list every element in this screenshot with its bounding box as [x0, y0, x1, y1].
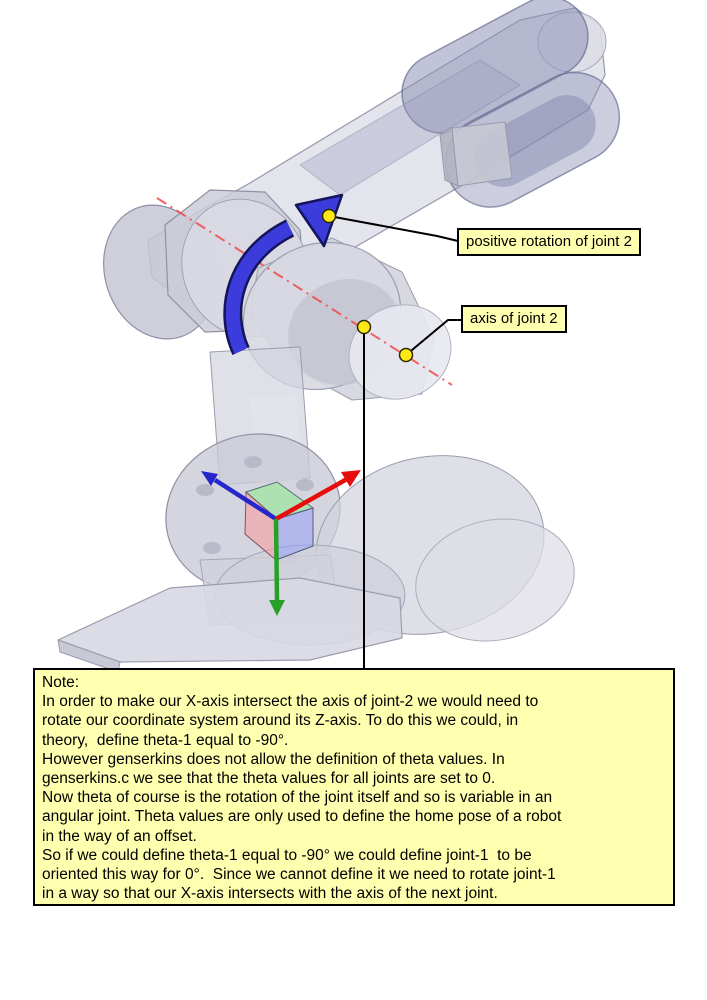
- note-line: In order to make our X-axis intersect the axis of joint-2 we would need to: [42, 693, 539, 711]
- frame-y-axis: [276, 519, 277, 601]
- note-line: theory, define theta-1 equal to -90°.: [42, 731, 289, 749]
- note-line: oriented this way for 0°. Since we cannot define it we need to rotate joint-1: [42, 866, 556, 884]
- disk-hole: [196, 484, 214, 496]
- note-line: rotate our coordinate system around its Z-axis. To do this we could, in: [42, 712, 519, 730]
- disk-hole: [244, 456, 262, 468]
- label-axis-of-joint2: axis of joint 2: [461, 305, 567, 333]
- note-line: in a way so that our X-axis intersects with the axis of the next joint.: [42, 885, 498, 903]
- marker-dot-axis-upper-icon: [358, 321, 371, 334]
- note-line: Note:: [42, 674, 80, 691]
- base-plate: [58, 578, 402, 662]
- disk-hole: [203, 542, 221, 554]
- label-positive-rotation: positive rotation of joint 2: [457, 228, 641, 256]
- marker-dot-axis-lower-icon: [400, 349, 413, 362]
- marker-dot-rotation-icon: [323, 210, 336, 223]
- disk-hole: [296, 479, 314, 491]
- note-line: So if we could define theta-1 equal to -90° we could define joint-1 to be: [42, 846, 532, 864]
- note-box: [33, 668, 675, 906]
- note-line: However genserkins does not allow the definition of theta values. In: [42, 750, 505, 768]
- arm-block: [452, 122, 512, 186]
- note-line: Now theta of course is the rotation of the joint itself and so is variable in an: [42, 789, 553, 807]
- robot-body: [58, 0, 635, 672]
- note-line: in the way of an offset.: [42, 827, 197, 845]
- note-line: angular joint. Theta values are only used to define the home pose of a robot: [42, 808, 562, 826]
- note-line: genserkins.c we see that the theta values for all joints are set to 0.: [42, 770, 496, 788]
